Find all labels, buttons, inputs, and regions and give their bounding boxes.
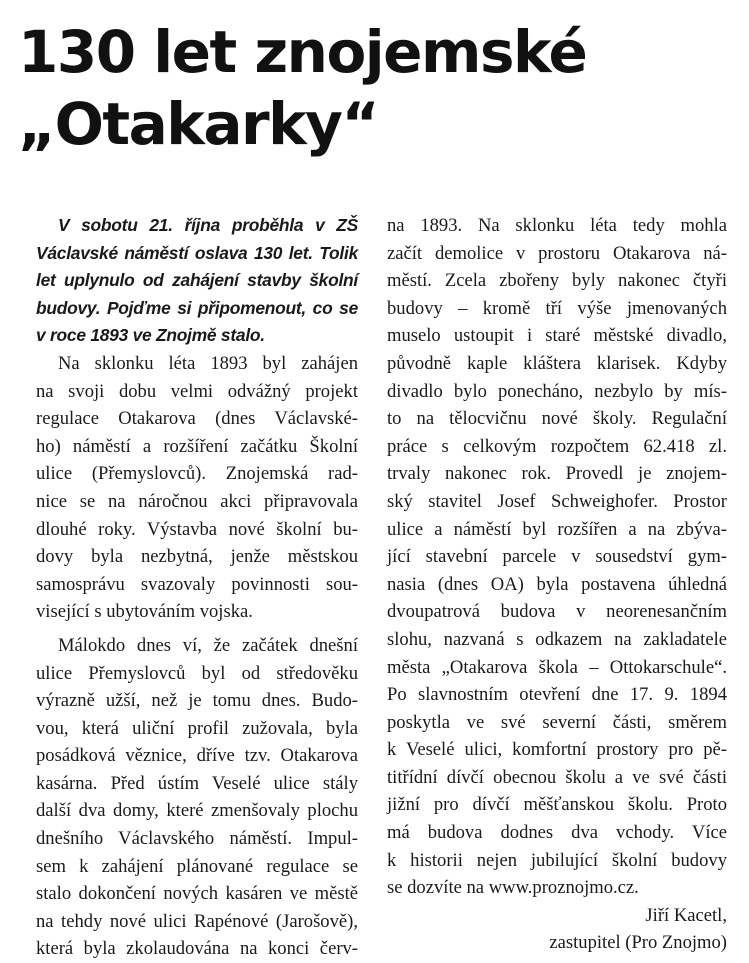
article-signature [387,902,727,957]
body-line: regulace Otakarova (dnes Václavské- [36,408,358,430]
body-line: budovy – kromě tří výše jmenovaných [387,297,727,319]
body-line: ský stavitel Josef Schweighofer. Prostor [387,490,727,512]
body-line: k historii nejen jubilující školní budovy [387,849,727,871]
lead-line: budovy. Pojďme si připomenout, co se [36,297,358,318]
body-line: má budova dodnes dva vchody. Více [387,822,727,844]
body-line: města „Otakarova škola – Ottokarschule“. [387,656,727,678]
body-line: dlouhé roky. Výstavba nové školní bu- [36,518,358,540]
body-line: dovy byla nezbytná, jenže městskou [36,546,358,568]
body-line: jižní pro dívčí měšťanskou školu. Proto [387,794,727,816]
body-line: jící stavební parcele v sousedství gym- [387,546,727,568]
body-line: ho) náměstí a rozšíření začátku Školní [36,435,358,457]
body-line: která byla zkolaudována na konci červ- [36,938,358,960]
body-line: výrazně užší, než je tomu dnes. Budo- [36,690,358,712]
article-column-left [36,212,358,963]
body-line: další dva domy, které zmenšovaly plochu [36,800,358,822]
body-line: městí. Zcela zbořeny byly nakonec čtyři [387,270,727,292]
body-line: dvoupatrová budova v neorenesančním [387,601,727,623]
body-line: divadlo bylo ponecháno, nezbylo by mís- [387,380,727,402]
body-line: začít demolice v prostoru Otakarova ná- [387,242,727,264]
body-line: ulice Přemyslovců byl od středověku [36,662,358,684]
body-line: slohu, nazvaná s odkazem na zakladatele [387,628,727,650]
body-line: Málokdo dnes ví, že začátek dnešní [58,634,358,656]
body-line: visející s ubytováním vojska. [36,601,253,623]
article-paragraph-2 [36,632,358,963]
author-name: Jiří Kacetl, [645,904,727,926]
author-role: zastupitel (Pro Znojmo) [549,932,727,954]
article-lead [36,212,358,350]
body-line: vou, která uliční profil zužovala, byla [36,717,358,739]
body-line: nasia (dnes OA) byla postavena úhledná [387,573,727,595]
body-line: samosprávu svazovaly povinnosti sou- [36,573,358,595]
body-line: k Veselé ulici, komfortní prostory pro pě- [387,739,727,761]
body-line: na svoji dobu velmi odvážný projekt [36,380,358,402]
headline-line-2: „Otakarky“ [18,90,379,158]
article-paragraph-3 [387,212,727,902]
body-line: poskytla ve své severní části, směrem [387,711,727,733]
lead-line: V sobotu 21. října proběhla v ZŠ [58,215,358,235]
body-line: na tehdy nové ulici Rapénové (Jarošově), [36,910,358,932]
body-line: posádková věznice, dříve tzv. Otakarova [36,745,358,767]
body-line: původně kaple kláštera klarisek. Kdyby [387,352,727,374]
body-line: muselo ustoupit i staré městské divadlo, [387,325,727,347]
body-line: se dozvíte na www.proznojmo.cz. [387,877,639,899]
body-line: práce s celkovým rozpočtem 62.418 zl. [387,435,727,457]
body-line: nice se na náročnou akci připravovala [36,490,358,512]
lead-line: Václavské náměstí oslava 130 let. Tolik [36,242,358,263]
lead-line: v roce 1893 ve Znojmě stalo. [36,325,265,346]
body-line: kasárna. Před ústím Veselé ulice stály [36,772,358,794]
body-line: ulice (Přemyslovců). Znojemská rad- [36,463,358,485]
body-line: na 1893. Na sklonku léta tedy mohla [387,215,727,236]
body-line: Po slavnostním otevření dne 17. 9. 1894 [387,684,727,706]
article-paragraph-1 [36,350,358,626]
body-line: Na sklonku léta 1893 byl zahájen [58,352,358,374]
body-line: titřídní dívčí obecnou školu a ve své části [387,766,727,788]
body-line: to na tělocvičnu nové školy. Regulační [387,408,727,430]
article-column-right [387,212,727,957]
body-line: stalo dokončení nových kasáren ve městě [36,883,358,905]
lead-line: let uplynulo od zahájení stavby školní [36,270,358,291]
body-line: trvaly nakonec rok. Provedl je znojem- [387,463,727,485]
article-headline [18,16,738,160]
body-line: dnešního Václavského náměstí. Impul- [36,828,358,850]
body-line: sem k zahájení plánované regulace se [36,855,358,877]
headline-line-1: 130 let znojemské [18,18,587,86]
body-line: ulice a náměstí byl rozšířen a na zbýva- [387,518,727,540]
